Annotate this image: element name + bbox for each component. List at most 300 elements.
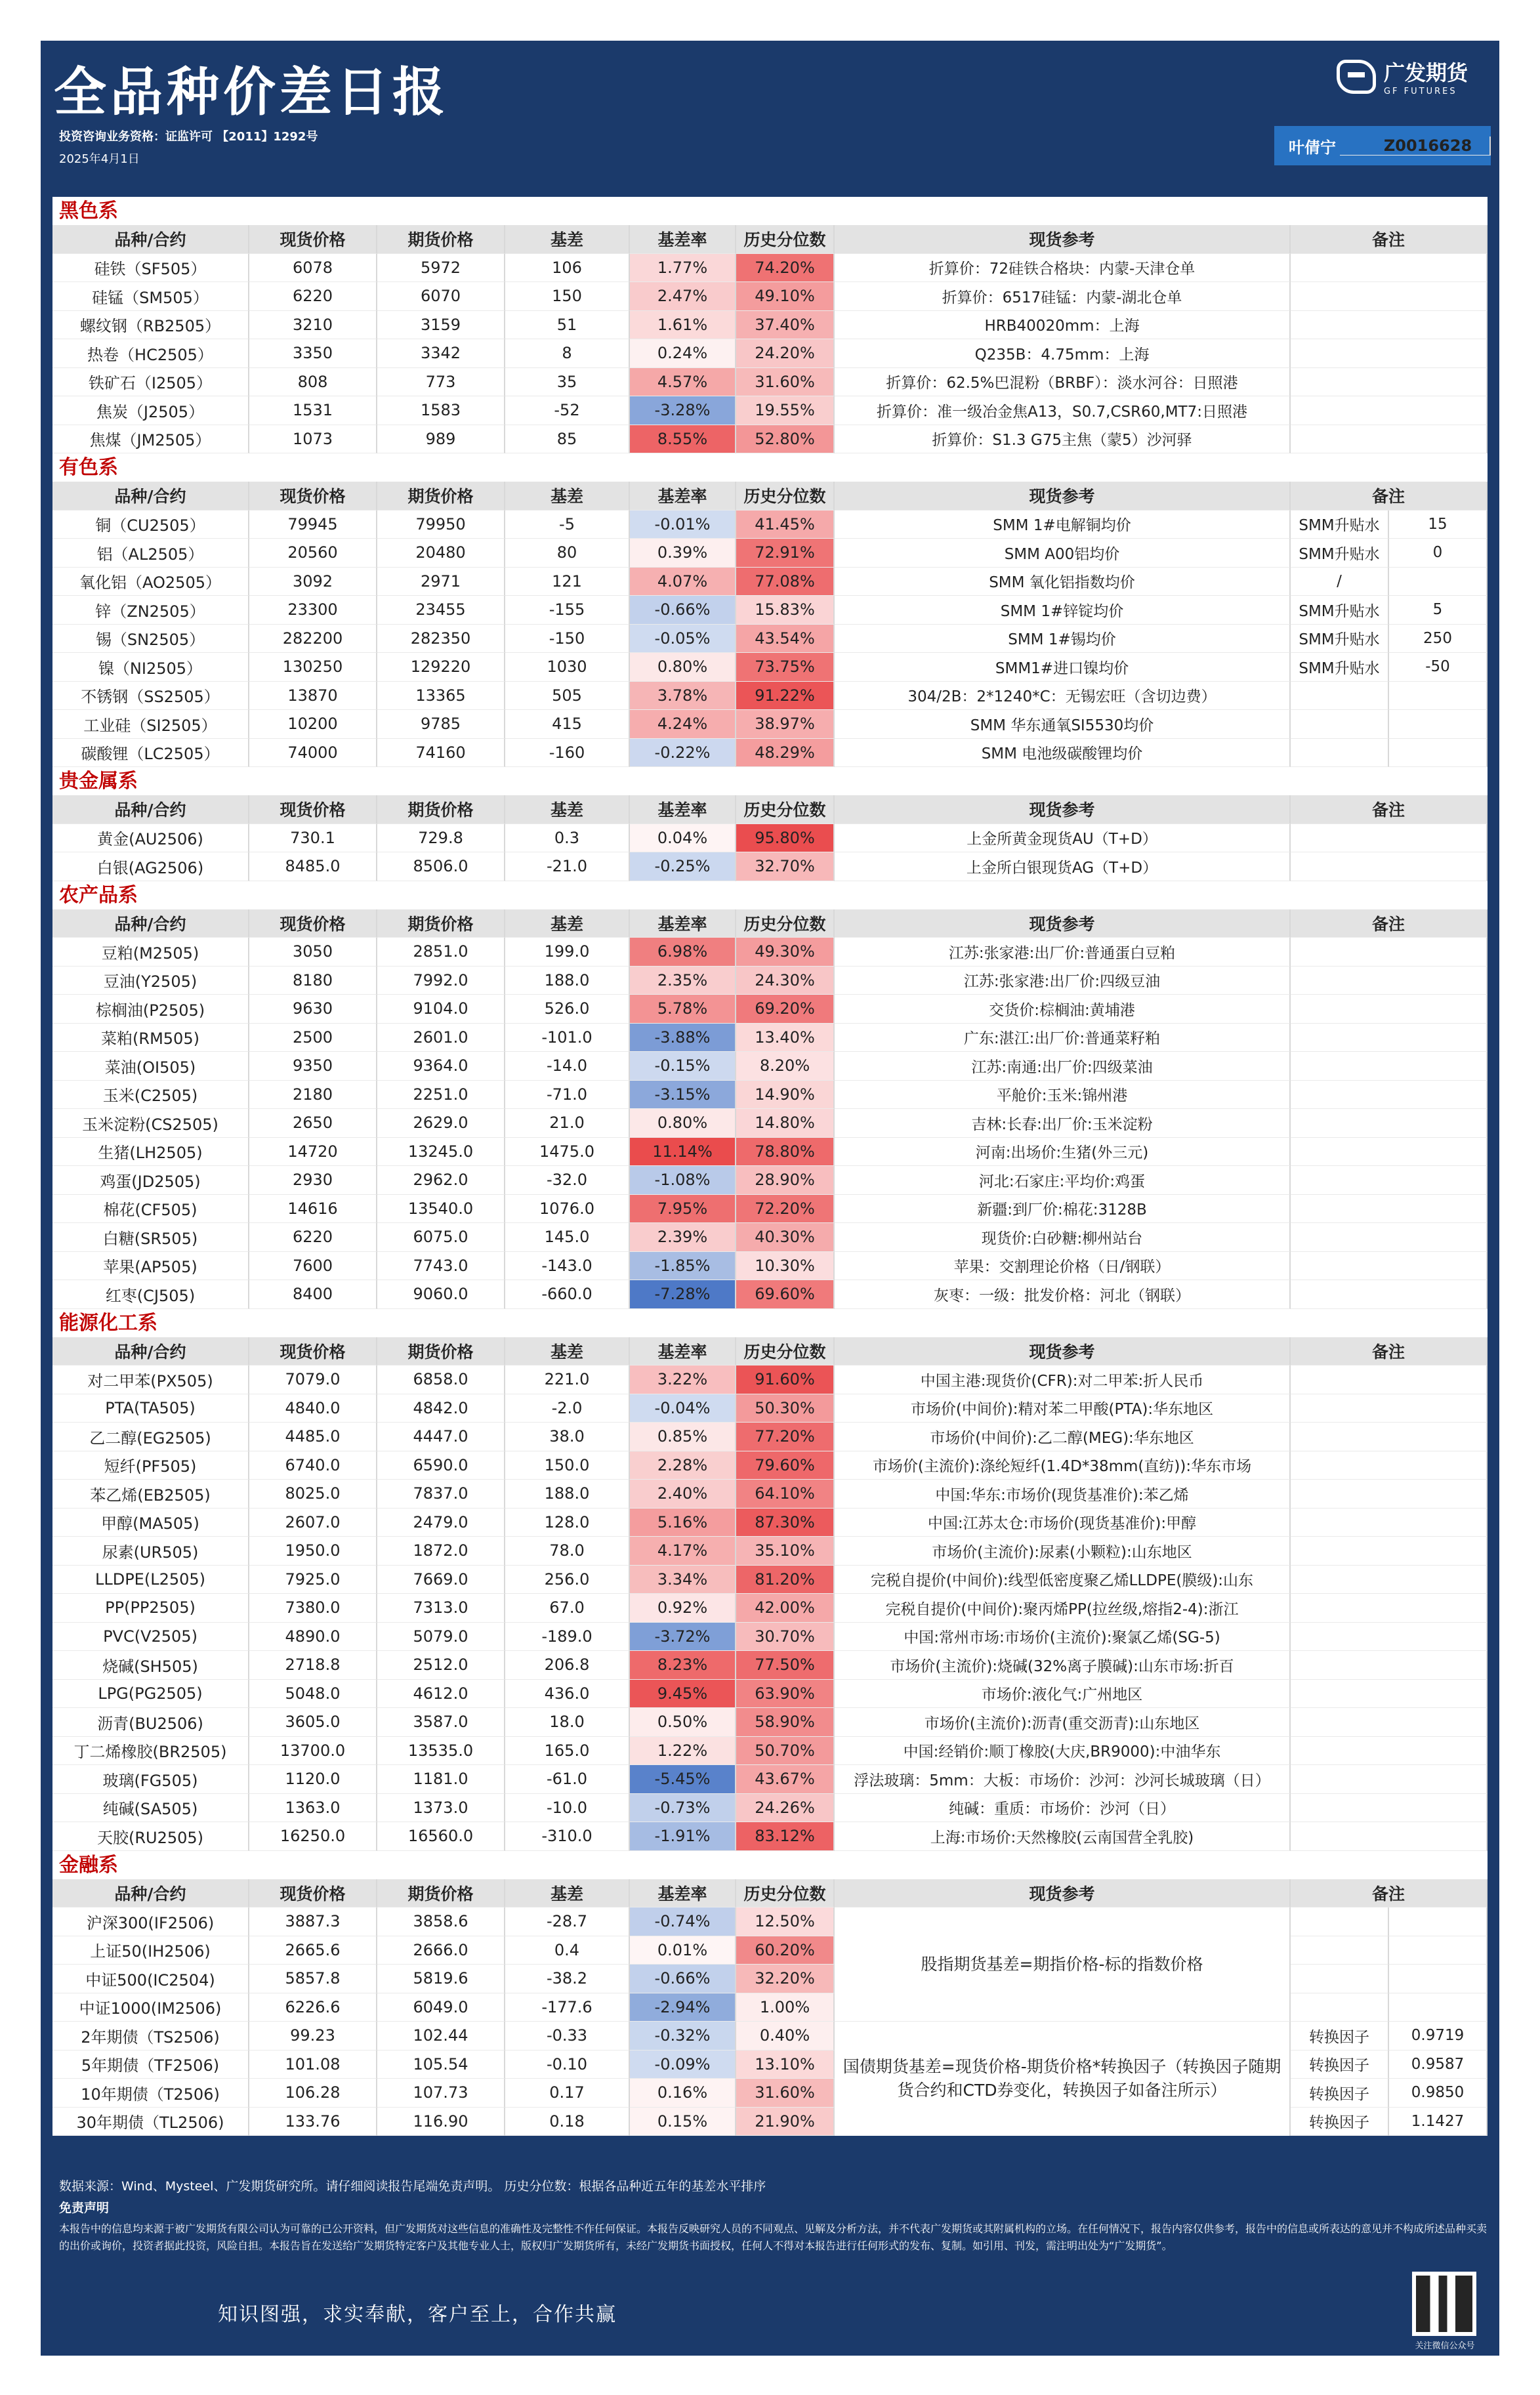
percentile-cell: 30.70% bbox=[736, 1623, 835, 1652]
note-cell bbox=[1291, 1052, 1488, 1081]
section-title: 黑色系 bbox=[52, 197, 1488, 225]
futures-cell: 79950 bbox=[377, 510, 505, 539]
note-cell bbox=[1291, 396, 1488, 425]
futures-cell: 13245.0 bbox=[377, 1138, 505, 1167]
note-cell bbox=[1291, 938, 1488, 967]
basis-cell: 51 bbox=[505, 311, 630, 340]
basis-cell: -2.0 bbox=[505, 1394, 630, 1423]
header-cell: 现货价格 bbox=[249, 225, 377, 254]
table-row bbox=[52, 254, 1488, 283]
basis-rate-cell: 3.78% bbox=[630, 682, 736, 711]
table-row bbox=[52, 967, 1488, 995]
section-title: 能源化工系 bbox=[52, 1309, 1488, 1337]
table-row bbox=[52, 425, 1488, 454]
reference-cell: 折算价：准一级冶金焦A13，S0.7,CSR60,MT7:日照港 bbox=[835, 396, 1291, 425]
spot-cell: 7079.0 bbox=[249, 1365, 377, 1394]
header-cell: 基差率 bbox=[630, 225, 736, 254]
note-cell bbox=[1291, 1166, 1488, 1195]
note-cell bbox=[1291, 1394, 1488, 1423]
basis-rate-cell: 0.92% bbox=[630, 1594, 736, 1623]
table-row bbox=[52, 1794, 1488, 1823]
note-cell bbox=[1291, 1737, 1488, 1766]
note-value-cell bbox=[1389, 739, 1488, 768]
basis-cell: 505 bbox=[505, 682, 630, 711]
spot-cell: 20560 bbox=[249, 539, 377, 568]
table-row bbox=[52, 1423, 1488, 1451]
futures-cell: 2851.0 bbox=[377, 938, 505, 967]
table-row bbox=[52, 1280, 1488, 1309]
report-header bbox=[41, 41, 1499, 196]
spot-cell: 1531 bbox=[249, 396, 377, 425]
percentile-cell: 77.50% bbox=[736, 1651, 835, 1680]
header-cell: 备注 bbox=[1291, 795, 1488, 824]
table-row bbox=[52, 1365, 1488, 1394]
reference-cell: 304/2B：2*1240*C：无锡宏旺（含切边费） bbox=[835, 682, 1291, 711]
basis-cell: -61.0 bbox=[505, 1765, 630, 1794]
author-cert: Z0016628 bbox=[1340, 136, 1491, 156]
percentile-cell: 42.00% bbox=[736, 1594, 835, 1623]
futures-cell: 729.8 bbox=[377, 824, 505, 853]
table-row bbox=[52, 1024, 1488, 1052]
basis-rate-cell: 8.55% bbox=[630, 425, 736, 454]
table-header-row bbox=[52, 909, 1488, 938]
index-basis-note: 股指期货基差=期指价格-标的指数价格 bbox=[835, 1907, 1291, 2022]
note-value-cell: 0.9850 bbox=[1389, 2079, 1488, 2108]
percentile-cell: 21.90% bbox=[736, 2108, 835, 2136]
reference-cell: 上金所黄金现货AU（T+D） bbox=[835, 824, 1291, 853]
contract-cell: 30年期债（TL2506) bbox=[52, 2108, 249, 2136]
header-cell: 现货价格 bbox=[249, 482, 377, 510]
futures-cell: 9364.0 bbox=[377, 1052, 505, 1081]
header-cell: 品种/合约 bbox=[52, 1337, 249, 1366]
reference-cell: 市场价(主流价):尿素(小颗粒):山东地区 bbox=[835, 1537, 1291, 1566]
spot-cell: 6078 bbox=[249, 254, 377, 283]
table-row bbox=[52, 1737, 1488, 1766]
basis-rate-cell: 4.07% bbox=[630, 568, 736, 596]
percentile-cell: 8.20% bbox=[736, 1052, 835, 1081]
note-cell bbox=[1291, 967, 1488, 995]
basis-cell: 145.0 bbox=[505, 1223, 630, 1252]
header-cell: 基差 bbox=[505, 909, 630, 938]
note-cell bbox=[1291, 1594, 1488, 1623]
bond-basis-note: 国债期货基差=现货价格-期货价格*转换因子（转换因子随期货合约和CTD券变化，转换因子如备注所示） bbox=[835, 2022, 1291, 2136]
section-body bbox=[52, 510, 1488, 768]
futures-cell: 7743.0 bbox=[377, 1252, 505, 1281]
futures-cell: 1373.0 bbox=[377, 1794, 505, 1823]
note-value-cell: 0.9719 bbox=[1389, 2022, 1488, 2051]
basis-cell: 188.0 bbox=[505, 967, 630, 995]
table-row bbox=[52, 396, 1488, 425]
contract-cell: 烧碱(SH505) bbox=[52, 1651, 249, 1680]
table-row bbox=[52, 282, 1488, 311]
basis-rate-cell: -0.22% bbox=[630, 739, 736, 768]
contract-cell: 玉米(C2505) bbox=[52, 1081, 249, 1110]
table-row bbox=[52, 653, 1488, 682]
basis-cell: -14.0 bbox=[505, 1052, 630, 1081]
basis-rate-cell: -0.15% bbox=[630, 1052, 736, 1081]
reference-cell: 纯碱：重质：市场价：沙河（日） bbox=[835, 1794, 1291, 1823]
basis-cell: 526.0 bbox=[505, 995, 630, 1024]
percentile-cell: 31.60% bbox=[736, 368, 835, 397]
percentile-cell: 77.08% bbox=[736, 568, 835, 596]
note-label-cell bbox=[1291, 1993, 1389, 2022]
header-cell: 现货参考 bbox=[835, 225, 1291, 254]
slogan: 知识图强，求实奉献，客户至上，合作共赢 bbox=[218, 2303, 617, 2326]
contract-cell: 丁二烯橡胶(BR2505) bbox=[52, 1737, 249, 1766]
note-cell bbox=[1291, 368, 1488, 397]
basis-cell: 150 bbox=[505, 282, 630, 311]
reference-cell: 折算价：6517硅锰：内蒙-湖北仓单 bbox=[835, 282, 1291, 311]
basis-rate-cell: 7.95% bbox=[630, 1195, 736, 1224]
table-row bbox=[52, 1566, 1488, 1594]
basis-rate-cell: 5.16% bbox=[630, 1509, 736, 1537]
section-title: 金融系 bbox=[52, 1851, 1488, 1879]
basis-rate-cell: 1.77% bbox=[630, 254, 736, 283]
reference-cell: SMM 1#锡均价 bbox=[835, 625, 1291, 654]
percentile-cell: 81.20% bbox=[736, 1566, 835, 1594]
note-cell bbox=[1291, 824, 1488, 853]
basis-rate-cell: -0.04% bbox=[630, 1394, 736, 1423]
basis-rate-cell: 0.01% bbox=[630, 1936, 736, 1965]
spot-cell: 4840.0 bbox=[249, 1394, 377, 1423]
reference-cell: 江苏:张家港:出厂价:四级豆油 bbox=[835, 967, 1291, 995]
contract-cell: 对二甲苯(PX505) bbox=[52, 1365, 249, 1394]
spot-cell: 13870 bbox=[249, 682, 377, 711]
note-label-cell bbox=[1291, 710, 1389, 739]
percentile-cell: 40.30% bbox=[736, 1223, 835, 1252]
basis-rate-cell: -0.73% bbox=[630, 1794, 736, 1823]
spot-cell: 133.76 bbox=[249, 2108, 377, 2136]
percentile-cell: 95.80% bbox=[736, 824, 835, 853]
basis-rate-cell: -0.05% bbox=[630, 625, 736, 654]
note-cell bbox=[1291, 425, 1488, 454]
basis-cell: 121 bbox=[505, 568, 630, 596]
reference-cell: 现货价:白砂糖:柳州站台 bbox=[835, 1223, 1291, 1252]
note-label-cell: 转换因子 bbox=[1291, 2108, 1389, 2136]
reference-cell: 折算价：72硅铁合格块：内蒙-天津仓单 bbox=[835, 254, 1291, 283]
spot-cell: 7600 bbox=[249, 1252, 377, 1281]
basis-rate-cell: 0.50% bbox=[630, 1708, 736, 1737]
percentile-cell: 37.40% bbox=[736, 311, 835, 340]
header-cell: 历史分位数 bbox=[736, 1337, 835, 1366]
contract-cell: 玻璃(FG505) bbox=[52, 1765, 249, 1794]
basis-rate-cell: 1.22% bbox=[630, 1737, 736, 1766]
contract-cell: 中证500(IC2504) bbox=[52, 1965, 249, 1993]
note-label-cell bbox=[1291, 1965, 1389, 1993]
futures-cell: 13540.0 bbox=[377, 1195, 505, 1224]
futures-cell: 5972 bbox=[377, 254, 505, 283]
header-cell: 基差率 bbox=[630, 795, 736, 824]
header-cell: 现货价格 bbox=[249, 909, 377, 938]
basis-cell: -71.0 bbox=[505, 1081, 630, 1110]
basis-cell: -150 bbox=[505, 625, 630, 654]
basis-rate-cell: 4.17% bbox=[630, 1537, 736, 1566]
contract-cell: 沥青(BU2506) bbox=[52, 1708, 249, 1737]
spot-cell: 99.23 bbox=[249, 2022, 377, 2051]
table-row bbox=[52, 1708, 1488, 1737]
header-cell: 期货价格 bbox=[377, 1337, 505, 1366]
contract-cell: 铜（CU2505） bbox=[52, 510, 249, 539]
futures-cell: 1872.0 bbox=[377, 1537, 505, 1566]
futures-cell: 105.54 bbox=[377, 2051, 505, 2079]
basis-rate-cell: 6.98% bbox=[630, 938, 736, 967]
contract-cell: 白糖(SR505) bbox=[52, 1223, 249, 1252]
percentile-cell: 24.26% bbox=[736, 1794, 835, 1823]
header-cell: 品种/合约 bbox=[52, 1879, 249, 1908]
percentile-cell: 43.54% bbox=[736, 625, 835, 654]
futures-cell: 282350 bbox=[377, 625, 505, 654]
basis-cell: -310.0 bbox=[505, 1822, 630, 1851]
percentile-cell: 52.80% bbox=[736, 425, 835, 454]
basis-rate-cell: 4.24% bbox=[630, 710, 736, 739]
note-label-cell: SMM升贴水 bbox=[1291, 510, 1389, 539]
table-header-row bbox=[52, 482, 1488, 510]
percentile-cell: 77.20% bbox=[736, 1423, 835, 1451]
basis-cell: 8 bbox=[505, 339, 630, 368]
note-label-cell bbox=[1291, 1907, 1389, 1936]
table-header-row bbox=[52, 1337, 1488, 1366]
table-row bbox=[52, 339, 1488, 368]
basis-cell: -5 bbox=[505, 510, 630, 539]
spot-cell: 3210 bbox=[249, 311, 377, 340]
basis-cell: 128.0 bbox=[505, 1509, 630, 1537]
percentile-cell: 72.20% bbox=[736, 1195, 835, 1224]
basis-cell: -38.2 bbox=[505, 1965, 630, 1993]
futures-cell: 2479.0 bbox=[377, 1509, 505, 1537]
basis-cell: -143.0 bbox=[505, 1252, 630, 1281]
reference-cell: 交货价:棕榈油:黄埔港 bbox=[835, 995, 1291, 1024]
futures-cell: 4447.0 bbox=[377, 1423, 505, 1451]
spot-cell: 10200 bbox=[249, 710, 377, 739]
contract-cell: 白银(AG2506) bbox=[52, 852, 249, 881]
basis-cell: 1076.0 bbox=[505, 1195, 630, 1224]
table-row bbox=[52, 1195, 1488, 1224]
spot-cell: 3092 bbox=[249, 568, 377, 596]
header-cell: 现货参考 bbox=[835, 909, 1291, 938]
basis-cell: 21.0 bbox=[505, 1109, 630, 1138]
spot-cell: 2665.6 bbox=[249, 1936, 377, 1965]
futures-cell: 2629.0 bbox=[377, 1109, 505, 1138]
basis-cell: -101.0 bbox=[505, 1024, 630, 1052]
basis-cell: 0.17 bbox=[505, 2079, 630, 2108]
basis-rate-cell: -0.25% bbox=[630, 852, 736, 881]
reference-cell: SMM 电池级碳酸锂均价 bbox=[835, 739, 1291, 768]
table-row bbox=[52, 1394, 1488, 1423]
basis-cell: -21.0 bbox=[505, 852, 630, 881]
percentile-cell: 69.60% bbox=[736, 1280, 835, 1309]
header-cell: 品种/合约 bbox=[52, 225, 249, 254]
reference-cell: 市场价:液化气:广州地区 bbox=[835, 1680, 1291, 1709]
reference-cell: Q235B：4.75mm：上海 bbox=[835, 339, 1291, 368]
contract-cell: 上证50(IH2506) bbox=[52, 1936, 249, 1965]
header-cell: 现货参考 bbox=[835, 795, 1291, 824]
basis-rate-cell: 0.85% bbox=[630, 1423, 736, 1451]
spot-cell: 8485.0 bbox=[249, 852, 377, 881]
percentile-cell: 14.80% bbox=[736, 1109, 835, 1138]
note-cell bbox=[1291, 1423, 1488, 1451]
futures-cell: 7837.0 bbox=[377, 1480, 505, 1509]
note-label-cell: 转换因子 bbox=[1291, 2051, 1389, 2079]
spot-cell: 6226.6 bbox=[249, 1993, 377, 2022]
header-cell: 备注 bbox=[1291, 909, 1488, 938]
header-cell: 备注 bbox=[1291, 225, 1488, 254]
basis-cell: 256.0 bbox=[505, 1566, 630, 1594]
reference-cell: 市场价(中间价):乙二醇(MEG):华东地区 bbox=[835, 1423, 1291, 1451]
basis-cell: 67.0 bbox=[505, 1594, 630, 1623]
report-frame bbox=[41, 41, 1499, 2356]
reference-cell: 市场价(主流价):涤纶短纤(1.4D*38mm(直纺)):华东市场 bbox=[835, 1451, 1291, 1480]
header-cell: 基差 bbox=[505, 1879, 630, 1908]
table-row bbox=[52, 938, 1488, 967]
futures-cell: 6049.0 bbox=[377, 1993, 505, 2022]
contract-cell: 锡（SN2505） bbox=[52, 625, 249, 654]
table-row bbox=[52, 1509, 1488, 1537]
futures-cell: 2962.0 bbox=[377, 1166, 505, 1195]
spot-cell: 4485.0 bbox=[249, 1423, 377, 1451]
header-cell: 品种/合约 bbox=[52, 482, 249, 510]
futures-cell: 13535.0 bbox=[377, 1737, 505, 1766]
basis-rate-cell: 8.23% bbox=[630, 1651, 736, 1680]
futures-cell: 3858.6 bbox=[377, 1907, 505, 1936]
header-cell: 现货价格 bbox=[249, 795, 377, 824]
spot-cell: 808 bbox=[249, 368, 377, 397]
section-body bbox=[52, 254, 1488, 454]
contract-cell: 硅锰（SM505） bbox=[52, 282, 249, 311]
note-label-cell: 转换因子 bbox=[1291, 2079, 1389, 2108]
percentile-cell: 13.10% bbox=[736, 2051, 835, 2079]
header-cell: 期货价格 bbox=[377, 225, 505, 254]
percentile-cell: 64.10% bbox=[736, 1480, 835, 1509]
qr-code-icon bbox=[1412, 2272, 1476, 2336]
note-cell bbox=[1291, 1109, 1488, 1138]
reference-cell: 广东:湛江:出厂价:普通菜籽粕 bbox=[835, 1024, 1291, 1052]
reference-cell: 中国:经销价:顺丁橡胶(大庆,BR9000):中油华东 bbox=[835, 1737, 1291, 1766]
futures-cell: 6070 bbox=[377, 282, 505, 311]
basis-rate-cell: -3.28% bbox=[630, 396, 736, 425]
note-value-cell bbox=[1389, 1936, 1488, 1965]
futures-cell: 2251.0 bbox=[377, 1081, 505, 1110]
note-value-cell: 15 bbox=[1389, 510, 1488, 539]
contract-cell: 锌（ZN2505） bbox=[52, 596, 249, 625]
contract-cell: 焦炭（J2505） bbox=[52, 396, 249, 425]
note-label-cell bbox=[1291, 739, 1389, 768]
basis-cell: 18.0 bbox=[505, 1708, 630, 1737]
qr-caption: 关注微信公众号 bbox=[1415, 2341, 1475, 2351]
percentile-cell: 79.60% bbox=[736, 1451, 835, 1480]
percentile-cell: 31.60% bbox=[736, 2079, 835, 2108]
basis-cell: -155 bbox=[505, 596, 630, 625]
futures-cell: 3342 bbox=[377, 339, 505, 368]
logo-en: GF FUTURES bbox=[1383, 87, 1457, 96]
table-row bbox=[52, 1480, 1488, 1509]
spot-cell: 1120.0 bbox=[249, 1765, 377, 1794]
basis-cell: -52 bbox=[505, 396, 630, 425]
reference-cell: SMM1#进口镍均价 bbox=[835, 653, 1291, 682]
header-cell: 基差率 bbox=[630, 909, 736, 938]
license-text: 投资咨询业务资格：证监许可 【2011】1292号 bbox=[59, 130, 318, 144]
table-row bbox=[52, 739, 1488, 768]
table-row bbox=[52, 1594, 1488, 1623]
table-row bbox=[52, 1537, 1488, 1566]
percentile-cell: 24.30% bbox=[736, 967, 835, 995]
reference-cell: 浮法玻璃：5mm：大板：市场价：沙河：沙河长城玻璃（日） bbox=[835, 1765, 1291, 1794]
note-value-cell bbox=[1389, 1965, 1488, 1993]
basis-rate-cell: -3.72% bbox=[630, 1623, 736, 1652]
contract-cell: 玉米淀粉(CS2505) bbox=[52, 1109, 249, 1138]
section-title: 贵金属系 bbox=[52, 767, 1488, 795]
basis-rate-cell: -0.32% bbox=[630, 2022, 736, 2051]
percentile-cell: 73.75% bbox=[736, 653, 835, 682]
spot-cell: 130250 bbox=[249, 653, 377, 682]
reference-cell: 河南:出场价:生猪(外三元) bbox=[835, 1138, 1291, 1167]
spot-cell: 2650 bbox=[249, 1109, 377, 1138]
percentile-cell: 91.60% bbox=[736, 1365, 835, 1394]
contract-cell: 乙二醇(EG2505) bbox=[52, 1423, 249, 1451]
note-value-cell bbox=[1389, 1907, 1488, 1936]
note-value-cell bbox=[1389, 682, 1488, 711]
contract-cell: 菜粕(RM505) bbox=[52, 1024, 249, 1052]
contract-cell: 纯碱(SA505) bbox=[52, 1794, 249, 1823]
note-label-cell: SMM升贴水 bbox=[1291, 539, 1389, 568]
contract-cell: 碳酸锂（LC2505） bbox=[52, 739, 249, 768]
header-cell: 品种/合约 bbox=[52, 795, 249, 824]
basis-cell: 1030 bbox=[505, 653, 630, 682]
spot-cell: 2607.0 bbox=[249, 1509, 377, 1537]
percentile-cell: 0.40% bbox=[736, 2022, 835, 2051]
futures-cell: 2666.0 bbox=[377, 1936, 505, 1965]
futures-cell: 129220 bbox=[377, 653, 505, 682]
header-cell: 基差率 bbox=[630, 1879, 736, 1908]
futures-cell: 5819.6 bbox=[377, 1965, 505, 1993]
basis-rate-cell: -1.08% bbox=[630, 1166, 736, 1195]
contract-cell: 镍（NI2505） bbox=[52, 653, 249, 682]
note-cell bbox=[1291, 852, 1488, 881]
table-row bbox=[52, 1765, 1488, 1794]
note-value-cell bbox=[1389, 710, 1488, 739]
reference-cell: 完税自提价(中间价):聚丙烯PP(拉丝级,熔指2-4):浙江 bbox=[835, 1594, 1291, 1623]
table-row bbox=[52, 510, 1488, 539]
logo-cn: 广发期货 bbox=[1383, 60, 1468, 85]
note-cell bbox=[1291, 1680, 1488, 1709]
table-row bbox=[52, 1252, 1488, 1281]
basis-rate-cell: 0.80% bbox=[630, 653, 736, 682]
contract-cell: LLDPE(L2505) bbox=[52, 1566, 249, 1594]
spot-cell: 14720 bbox=[249, 1138, 377, 1167]
header-cell: 备注 bbox=[1291, 1337, 1488, 1366]
basis-rate-cell: -0.66% bbox=[630, 1965, 736, 1993]
basis-rate-cell: -3.88% bbox=[630, 1024, 736, 1052]
header-cell: 现货参考 bbox=[835, 1337, 1291, 1366]
contract-cell: 黄金(AU2506) bbox=[52, 824, 249, 853]
header-cell: 历史分位数 bbox=[736, 1879, 835, 1908]
basis-rate-cell: 2.28% bbox=[630, 1451, 736, 1480]
spot-cell: 3050 bbox=[249, 938, 377, 967]
futures-cell: 13365 bbox=[377, 682, 505, 711]
note-cell bbox=[1291, 282, 1488, 311]
basis-rate-cell: -1.91% bbox=[630, 1822, 736, 1851]
futures-cell: 4842.0 bbox=[377, 1394, 505, 1423]
basis-cell: -28.7 bbox=[505, 1907, 630, 1936]
section-body bbox=[52, 938, 1488, 1309]
reference-cell: 上金所白银现货AG（T+D） bbox=[835, 852, 1291, 881]
spot-cell: 2930 bbox=[249, 1166, 377, 1195]
reference-cell: 吉林:长春:出厂价:玉米淀粉 bbox=[835, 1109, 1291, 1138]
percentile-cell: 91.22% bbox=[736, 682, 835, 711]
reference-cell: 江苏:南通:出厂价:四级菜油 bbox=[835, 1052, 1291, 1081]
basis-rate-cell: 5.78% bbox=[630, 995, 736, 1024]
basis-rate-cell: 2.47% bbox=[630, 282, 736, 311]
contract-cell: 中证1000(IM2506) bbox=[52, 1993, 249, 2022]
